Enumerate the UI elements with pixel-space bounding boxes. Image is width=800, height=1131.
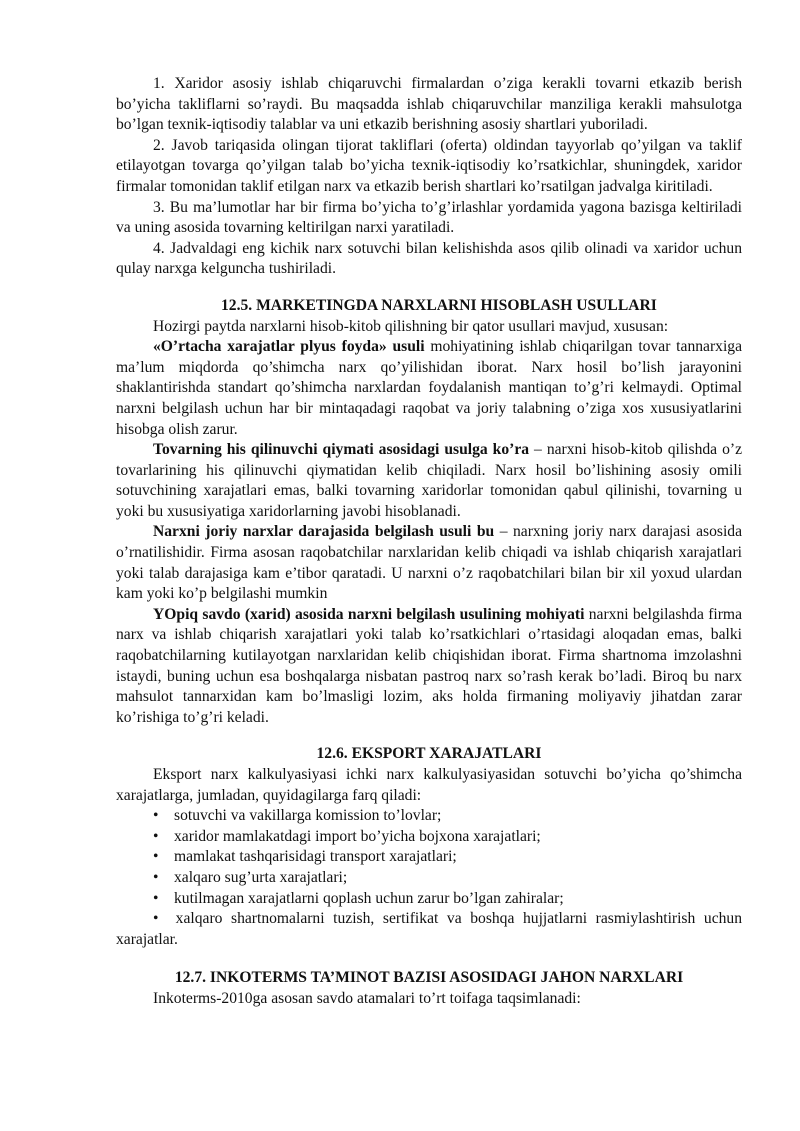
bullet-icon: • bbox=[153, 868, 159, 886]
section-12-7-intro: Inkoterms-2010ga asosan savdo atamalari to’rt toifaga taqsimlanadi: bbox=[153, 989, 581, 1007]
intro-paragraph-2: 2. Javob tariqasida olingan tijorat takliflari (oferta) oldindan tayyorlab qo’yilgan va taklif etilayotgan tovarga qo’yilgan talab bo’yicha texnik-iqtisodiy ko’rsatkichlar, shuningdek, xaridor firmalar tomonidan taklif etilgan narx va etkazib berish shartlari ko’rsatilgan jadvalga kiritiladi. bbox=[116, 136, 742, 195]
section-12-5-heading: 12.5. MARKETINGDA NARXLARNI HISOBLASH USULLARI bbox=[221, 296, 657, 314]
bullet-icon: • bbox=[153, 889, 159, 907]
list-item bbox=[116, 806, 742, 827]
method-description: – narxni hisob-kitob qilishda o’z tovarlarining his qilinuvchi qiymatidan kelib chiqiladi. Narx hosil bo’lishining asosiy omili sotuvchining xarajatlari emas, balki tovarning xaridorlar tomonidan qabul qilinishi, tovarning u yoki bu xususiyatiga xaridorlarning javobi hisoblanadi. bbox=[116, 441, 742, 520]
bullet-icon: • bbox=[153, 827, 159, 845]
method-description: narxni belgilashda firma narx va ishlab chiqarish xarajatlari yoki talab ko’rsatkichlari o’rtasidagi aloqadan emas, balki raqobatchilarning kutilayotgan narxlaridan kelib chiqishidan iborat. Firma shartnoma imzolashni istaydi, buning uchun esa boshqalarga nisbatan pastroq narx so’rash kerak bo’ladi. Biroq bu narx mahsulot tannarxidan kam bo’lmasligi lozim, aks holda firmaning moliyaviy jihatdan zarar ko’rishiga to’g’ri keladi. bbox=[116, 605, 742, 726]
intro-paragraph-1: 1. Xaridor asosiy ishlab chiqaruvchi firmalardan o’ziga kerakli tovarni etkazib berish bo’yicha takliflarni so’raydi. Bu maqsadda ishlab chiqaruvchilar manziliga kerakli mahsulotga bo’lgan texnik-iqtisodiy talablar va uni etkazib berishning asosiy shartlari yuboriladi. bbox=[116, 75, 742, 134]
method-description: – narxning joriy narx darajasi asosida o’rnatilishidir. Firma asosan raqobatchilar narxlaridan kelib chiqadi va ishlab chiqarish xarajatlari yoki talab darajasiga kam e’tibor qaratadi. U narxni o’z raqobatchilari bilan bir xil yoxud ulardan kam yoki ko’p belgilashi mumkin bbox=[116, 523, 742, 603]
method-description: mohiyatining ishlab chiqarilgan tovar tannarxiga ma’lum miqdorda qo’shimcha narx qo’yilishidan iborat. Narx hosil bo’lish jarayonini shaklantirishda standart qo’shimcha narxlardan foydalanish mantiqan to’g’ri kelmaydi. Optimal narxni belgilash uchun har bir mintaqadagi raqobat va joriy talabning o’ziga xos xususiyatlarini hisobga olish zarur. bbox=[116, 338, 742, 438]
intro-paragraph-3: 3. Bu ma’lumotlar har bir firma bo’yicha to’g’irlashlar yordamida yagona bazisga keltiriladi va uning asosida tovarning keltirilgan narxi yaratiladi. bbox=[116, 198, 742, 237]
list-item bbox=[116, 889, 742, 910]
method-average-cost-paragraph bbox=[116, 337, 742, 440]
list-item-text: kutilmagan xarajatlarni qoplash uchun zarur bo’lgan zahiralar; bbox=[174, 889, 564, 907]
section-12-5-intro: Hozirgi paytda narxlarni hisob-kitob qilishning bir qator usullari mavjud, xususan: bbox=[153, 317, 669, 335]
method-current-price-paragraph bbox=[116, 522, 742, 604]
list-item bbox=[116, 909, 742, 950]
list-item bbox=[116, 847, 742, 868]
export-costs-list bbox=[116, 806, 742, 950]
list-item bbox=[116, 868, 742, 889]
method-term: Narxni joriy narxlar darajasida belgilash usuli bu bbox=[153, 523, 495, 541]
method-term: YOpiq savdo (xarid) asosida narxni belgilash usulining mohiyati bbox=[153, 605, 585, 623]
section-12-6-heading: 12.6. EKSPORT XARAJATLARI bbox=[316, 745, 542, 763]
method-term: Tovarning his qilinuvchi qiymati asosidagi usulga ko’ra bbox=[153, 441, 530, 459]
method-term: «O’rtacha xarajatlar plyus foyda» usuli bbox=[153, 338, 425, 356]
bullet-icon: • bbox=[153, 848, 159, 866]
bullet-icon: • bbox=[153, 807, 159, 825]
list-item-text: xalqaro sug’urta xarajatlari; bbox=[174, 868, 348, 886]
bullet-icon: • bbox=[153, 910, 159, 928]
method-perceived-value-paragraph bbox=[116, 440, 742, 522]
document-page bbox=[116, 74, 742, 1010]
list-item-text: mamlakat tashqarisidagi transport xarajatlari; bbox=[174, 848, 457, 866]
intro-paragraph-4: 4. Jadvaldagi eng kichik narx sotuvchi bilan kelishishda asos qilib olinadi va xaridor uchun qulay narxga kelguncha tushiriladi. bbox=[116, 239, 742, 278]
section-12-6-intro: Eksport narx kalkulyasiyasi ichki narx kalkulyasiyasidan sotuvchi bo’yicha qo’shimcha xarajatlarga, jumladan, quyidagilarga farq qiladi: bbox=[116, 766, 742, 804]
list-item-text: xaridor mamlakatdagi import bo’yicha bojxona xarajatlari; bbox=[174, 827, 541, 845]
method-sealed-bid-paragraph bbox=[116, 605, 742, 729]
section-12-7-heading: 12.7. INKOTERMS TA’MINOT BAZISI ASOSIDAGI JAHON NARXLARI bbox=[174, 969, 684, 987]
list-item-text: sotuvchi va vakillarga komission to’lovlar; bbox=[174, 807, 442, 825]
list-item bbox=[116, 827, 742, 848]
list-item-text: xalqaro shartnomalarni tuzish, sertifikat va boshqa hujjatlarni rasmiylashtirish uchun xarajatlar. bbox=[116, 910, 743, 948]
